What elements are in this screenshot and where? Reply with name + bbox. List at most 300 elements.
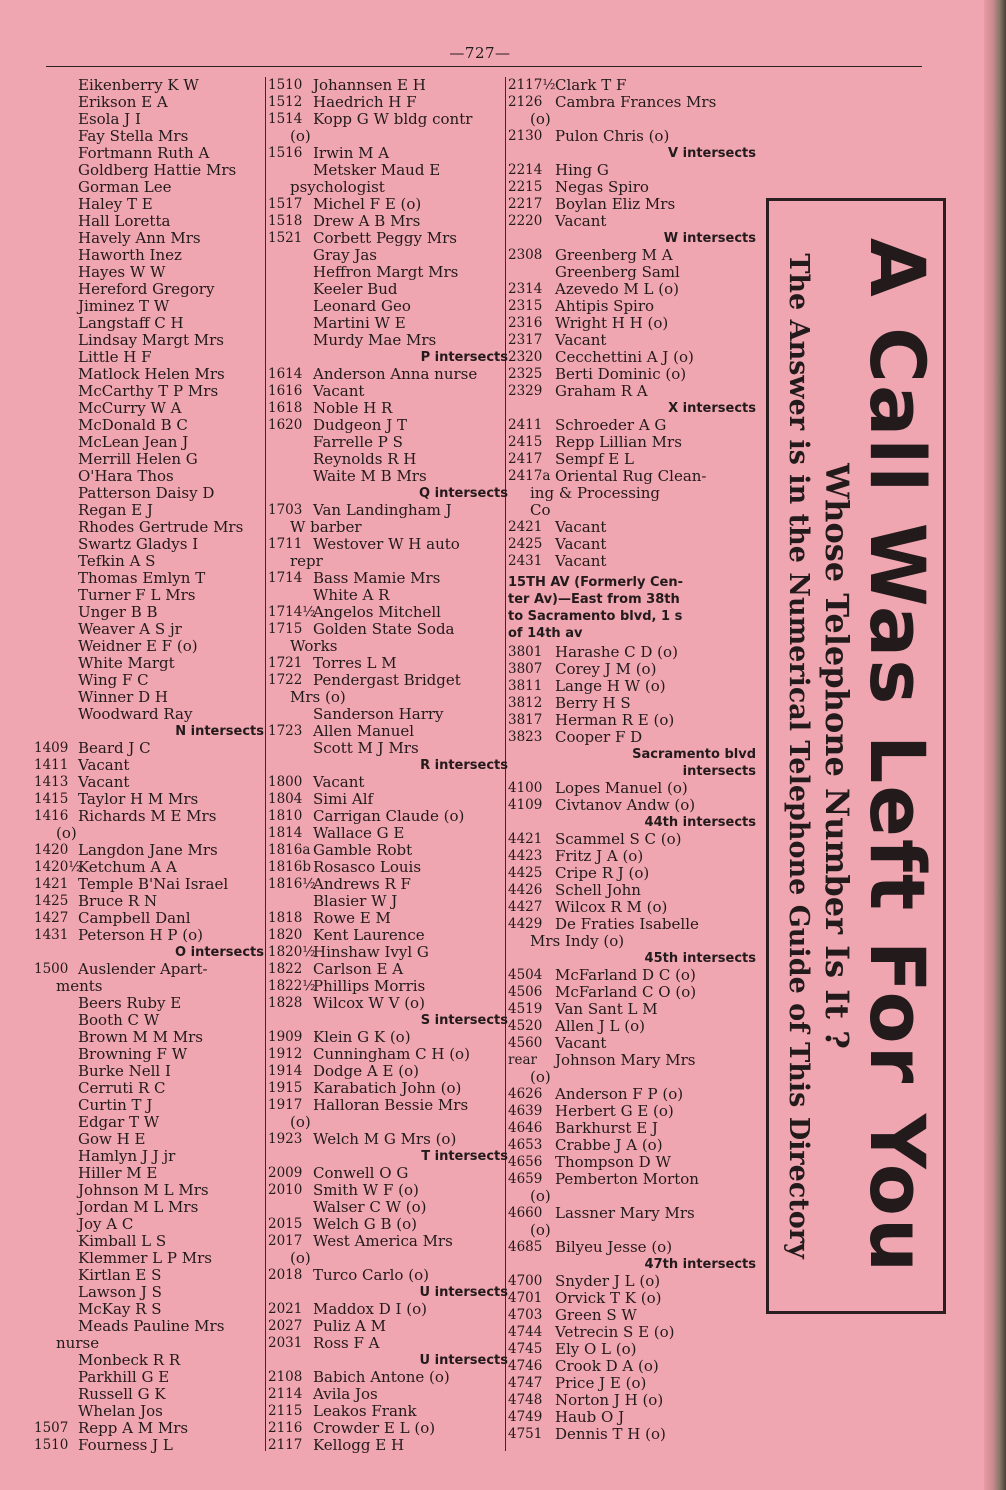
- resident-name: Peterson H P (o): [78, 926, 203, 944]
- resident-name: Carrigan Claude (o): [313, 807, 465, 825]
- street-heading: 15TH AV (Formerly Cen- ter Av)—East from 38th to Sacramento blvd, 1 s of 14th av: [508, 575, 684, 641]
- resident-name: Waite M B Mrs: [313, 467, 427, 485]
- listing-row: [34, 1063, 264, 1080]
- resident-name: Fourness J L: [78, 1436, 173, 1454]
- listing-row: [34, 1165, 264, 1182]
- resident-name: Simi Alf: [313, 790, 374, 808]
- resident-name: Edgar T W: [78, 1113, 160, 1131]
- resident-name: Oriental Rug Clean-: [555, 467, 707, 485]
- house-number: 4653: [508, 1137, 543, 1153]
- listing-row: [34, 757, 264, 774]
- resident-name: Wilcox R M (o): [555, 898, 668, 916]
- house-number: 2411: [508, 417, 543, 433]
- resident-name: Dodge A E (o): [313, 1062, 419, 1080]
- resident-name: Beers Ruby E: [78, 994, 182, 1012]
- listing-row: [34, 519, 264, 536]
- listing-row: [508, 315, 756, 332]
- listing-row: [34, 281, 264, 298]
- house-number: 1703: [268, 502, 303, 518]
- house-number: 2018: [268, 1267, 303, 1283]
- house-number: [34, 536, 78, 553]
- resident-name: Jordan M L Mrs: [78, 1198, 199, 1216]
- resident-name: Patterson Daisy D: [78, 484, 215, 502]
- listing-row: [508, 644, 756, 661]
- resident-name: Esola J I: [78, 110, 141, 128]
- listing-row: [34, 638, 264, 655]
- listing-row: [508, 366, 756, 383]
- house-number: [268, 1199, 313, 1216]
- house-number: [34, 1199, 78, 1216]
- house-number: [34, 485, 78, 502]
- resident-name: Lopes Manuel (o): [555, 779, 688, 797]
- resident-name: Welch G B (o): [313, 1215, 417, 1233]
- listing-row: [508, 213, 756, 230]
- listing-row: [268, 774, 508, 791]
- resident-name: Erikson E A: [78, 93, 168, 111]
- house-number: [34, 349, 78, 366]
- house-number: [34, 366, 78, 383]
- resident-name: Greenberg M A: [555, 246, 673, 264]
- resident-name: Hereford Gregory: [78, 280, 215, 298]
- resident-name: Vacant: [555, 212, 607, 230]
- resident-name: Rosasco Louis: [313, 858, 422, 876]
- listing-row: [34, 179, 264, 196]
- resident-name: Conwell O G: [313, 1164, 409, 1182]
- house-number: 1431: [34, 927, 69, 943]
- listing-row: [268, 1063, 508, 1080]
- listing-row: [268, 825, 508, 842]
- listing-row: [268, 1165, 508, 1182]
- listing-row: [34, 230, 264, 247]
- house-number: 1521: [268, 230, 303, 246]
- listing-row: [34, 366, 264, 383]
- house-number: [34, 706, 78, 723]
- resident-name: McCarthy T P Mrs: [78, 382, 219, 400]
- listing-row: [508, 383, 756, 400]
- resident-name: Turner F L Mrs: [78, 586, 196, 604]
- listing-row: [508, 1137, 756, 1154]
- house-number: 2130: [508, 128, 543, 144]
- resident-name: West America Mrs: [313, 1232, 453, 1250]
- house-number: 3811: [508, 678, 543, 694]
- listing-row: [268, 1182, 508, 1199]
- resident-name: Leakos Frank: [313, 1402, 417, 1420]
- resident-name: Cunningham C H (o): [313, 1045, 470, 1063]
- resident-name: Burke Nell I: [78, 1062, 171, 1080]
- house-number: [34, 1029, 78, 1046]
- house-number: 4100: [508, 780, 543, 796]
- house-number: 4685: [508, 1239, 543, 1255]
- listing-row: [508, 162, 756, 179]
- listing-row: [34, 111, 264, 128]
- resident-name: Merrill Helen G: [78, 450, 198, 468]
- resident-name: Crabbe J A (o): [555, 1136, 663, 1154]
- listing-row: [34, 808, 264, 825]
- resident-name: Fritz J A (o): [555, 847, 644, 865]
- listing-row: [508, 1324, 756, 1341]
- listing-row: [508, 1358, 756, 1375]
- house-number: 1711: [268, 536, 303, 552]
- resident-name: Kimball L S: [78, 1232, 167, 1250]
- resident-name: Tefkin A S: [78, 552, 156, 570]
- listing-row: [508, 712, 756, 729]
- house-number: [34, 383, 78, 400]
- resident-name: Maddox D I (o): [313, 1300, 427, 1318]
- listing-row: [268, 893, 508, 910]
- house-number: 1512: [268, 94, 303, 110]
- resident-name: Barkhurst E J: [555, 1119, 658, 1137]
- house-number: 1421: [34, 876, 69, 892]
- resident-name: Ross F A: [313, 1334, 380, 1352]
- resident-name: Vetrecin S E (o): [555, 1323, 675, 1341]
- listing-continuation: (o): [56, 824, 77, 842]
- intersection-label: 47th intersects: [644, 1257, 756, 1272]
- listing-row: [34, 893, 264, 910]
- listing-row: [268, 315, 508, 332]
- listing-continuation: repr: [290, 552, 323, 570]
- house-number: 2115: [268, 1403, 303, 1419]
- house-number: [268, 264, 313, 281]
- house-number: [34, 689, 78, 706]
- listing-row: [34, 689, 264, 706]
- listing-row: [508, 298, 756, 315]
- resident-name: Kent Laurence: [313, 926, 425, 944]
- resident-name: O'Hara Thos: [78, 467, 174, 485]
- house-number: 4426: [508, 882, 543, 898]
- resident-name: Wilcox W V (o): [313, 994, 425, 1012]
- resident-name: White Margt: [78, 654, 175, 672]
- resident-name: Winner D H: [78, 688, 168, 706]
- listing-row: [268, 978, 508, 995]
- listing-row: [508, 77, 756, 94]
- listing-row: [34, 1182, 264, 1199]
- house-number: 4639: [508, 1103, 543, 1119]
- listing-row: [34, 1046, 264, 1063]
- resident-name: Thomas Emlyn T: [78, 569, 206, 587]
- house-number: [268, 247, 313, 264]
- listing-row: [34, 1250, 264, 1267]
- advertisement-box: [766, 198, 946, 1314]
- house-number: 4746: [508, 1358, 543, 1374]
- house-number: 4703: [508, 1307, 543, 1323]
- resident-name: Beard J C: [78, 739, 151, 757]
- listing-row: [268, 1029, 508, 1046]
- house-number: 3823: [508, 729, 543, 745]
- house-number: [34, 264, 78, 281]
- house-number: [34, 1131, 78, 1148]
- house-number: 1912: [268, 1046, 303, 1062]
- house-number: 1500: [34, 961, 69, 977]
- intersection-label: U intersects: [419, 1353, 508, 1368]
- ad-headline: A Call Was Left For You: [853, 237, 942, 1275]
- house-number: 2315: [508, 298, 543, 314]
- listing-row: [34, 332, 264, 349]
- listing-row: [34, 383, 264, 400]
- house-number: 2417: [508, 451, 543, 467]
- house-number: 1804: [268, 791, 303, 807]
- house-number: [268, 893, 313, 910]
- house-number: 4646: [508, 1120, 543, 1136]
- listing-row: [508, 1035, 756, 1052]
- house-number: 1917: [268, 1097, 303, 1113]
- house-number: 2108: [268, 1369, 303, 1385]
- resident-name: Joy A C: [78, 1215, 134, 1233]
- listing-continuation: psychologist: [290, 178, 385, 196]
- listing-row: [268, 77, 508, 94]
- resident-name: Reynolds R H: [313, 450, 417, 468]
- house-number: 1723: [268, 723, 303, 739]
- resident-name: Campbell Danl: [78, 909, 191, 927]
- listing-row: [508, 1307, 756, 1324]
- house-number: 1816a: [268, 842, 311, 858]
- listing-row: [34, 434, 264, 451]
- intersection-label: W intersects: [663, 231, 756, 246]
- house-number: [34, 604, 78, 621]
- listing-row: [268, 383, 508, 400]
- listing-row: [268, 621, 508, 638]
- resident-name: Regan E J: [78, 501, 153, 519]
- listing-row: [508, 332, 756, 349]
- resident-name: Cripe R J (o): [555, 864, 650, 882]
- house-number: 2021: [268, 1301, 303, 1317]
- intersection-label: R intersects: [420, 758, 508, 773]
- resident-name: Hing G: [555, 161, 609, 179]
- resident-name: Sanderson Harry: [313, 705, 444, 723]
- resident-name: Langdon Jane Mrs: [78, 841, 218, 859]
- house-number: 3807: [508, 661, 543, 677]
- resident-name: Herman R E (o): [555, 711, 675, 729]
- listing-row: [508, 780, 756, 797]
- listing-row: [34, 213, 264, 230]
- listing-row: [34, 791, 264, 808]
- house-number: 1923: [268, 1131, 303, 1147]
- house-number: [34, 502, 78, 519]
- listing-row: [508, 179, 756, 196]
- house-number: 4700: [508, 1273, 543, 1289]
- house-number: 2431: [508, 553, 543, 569]
- house-number: 2214: [508, 162, 543, 178]
- house-number: [34, 638, 78, 655]
- house-number: 2010: [268, 1182, 303, 1198]
- house-number: 2009: [268, 1165, 303, 1181]
- house-number: [34, 128, 78, 145]
- house-number: 2308: [508, 247, 543, 263]
- listing-row: [268, 111, 508, 128]
- house-number: [34, 1063, 78, 1080]
- listing-row: [268, 876, 508, 893]
- resident-name: Corey J M (o): [555, 660, 657, 678]
- resident-name: Gow H E: [78, 1130, 146, 1148]
- listing-row: [268, 468, 508, 485]
- house-number: [34, 400, 78, 417]
- resident-name: Langstaff C H: [78, 314, 184, 332]
- intersection-label: P intersects: [420, 350, 508, 365]
- resident-name: Cambra Frances Mrs: [555, 93, 717, 111]
- listing-row: [34, 672, 264, 689]
- house-number: [34, 1284, 78, 1301]
- listing-row: [508, 1018, 756, 1035]
- house-number: [34, 1250, 78, 1267]
- listing-row: [268, 502, 508, 519]
- house-number: 1614: [268, 366, 303, 382]
- resident-name: Goldberg Hattie Mrs: [78, 161, 237, 179]
- listing-row: [268, 1233, 508, 1250]
- intersection-label: O intersects: [175, 945, 264, 960]
- resident-name: Auslender Apart-: [78, 960, 208, 978]
- house-number: 2425: [508, 536, 543, 552]
- listing-row: [508, 1086, 756, 1103]
- listing-row: [268, 1437, 508, 1454]
- house-number: [34, 1369, 78, 1386]
- resident-name: Metsker Maud E: [313, 161, 441, 179]
- resident-name: Unger B B: [78, 603, 158, 621]
- listing-row: [268, 740, 508, 757]
- listing-row: [508, 94, 756, 111]
- resident-name: Weidner E F (o): [78, 637, 198, 655]
- house-number: 4504: [508, 967, 543, 983]
- intersection-label: Sacramento blvd: [632, 747, 756, 762]
- house-number: 1516: [268, 145, 303, 161]
- house-number: [34, 1233, 78, 1250]
- listing-row: [34, 1199, 264, 1216]
- house-number: 1714: [268, 570, 303, 586]
- house-number: 4656: [508, 1154, 543, 1170]
- resident-name: Wing F C: [78, 671, 149, 689]
- resident-name: McLean Jean J: [78, 433, 189, 451]
- resident-name: Pendergast Bridget: [313, 671, 461, 689]
- resident-name: Pemberton Morton: [555, 1170, 699, 1188]
- resident-name: De Fraties Isabelle: [555, 915, 699, 933]
- house-number: 1517: [268, 196, 303, 212]
- house-number: [34, 1352, 78, 1369]
- listing-row: [34, 468, 264, 485]
- listing-row: [34, 145, 264, 162]
- listing-row: [268, 196, 508, 213]
- resident-name: McFarland D C (o): [555, 966, 696, 984]
- resident-name: Babich Antone (o): [313, 1368, 450, 1386]
- listing-row: [268, 604, 508, 621]
- column-1: [34, 77, 264, 1454]
- listing-row: [34, 740, 264, 757]
- house-number: [34, 655, 78, 672]
- listing-continuation: (o): [530, 110, 551, 128]
- listing-row: [34, 1318, 264, 1335]
- resident-name: Berti Dominic (o): [555, 365, 687, 383]
- house-number: [34, 1267, 78, 1284]
- resident-name: Curtin T J: [78, 1096, 153, 1114]
- resident-name: Lindsay Margt Mrs: [78, 331, 225, 349]
- resident-name: Repp Lillian Mrs: [555, 433, 682, 451]
- house-number: 1822: [268, 961, 303, 977]
- resident-name: Vacant: [555, 552, 607, 570]
- resident-name: Brown M M Mrs: [78, 1028, 203, 1046]
- resident-name: Farrelle P S: [313, 433, 403, 451]
- column-3-lower: [508, 644, 756, 1443]
- house-number: [34, 417, 78, 434]
- house-number: [34, 1386, 78, 1403]
- resident-name: Gray Jas: [313, 246, 377, 264]
- house-number: 1818: [268, 910, 303, 926]
- resident-name: Kopp G W bldg contr: [313, 110, 473, 128]
- house-number: [34, 1301, 78, 1318]
- resident-name: Vacant: [78, 773, 130, 791]
- listing-continuation: Mrs Indy (o): [530, 932, 625, 950]
- resident-name: Keeler Bud: [313, 280, 398, 298]
- listing-row: [268, 366, 508, 383]
- column-divider: [265, 77, 266, 1451]
- resident-name: Haedrich H F: [313, 93, 417, 111]
- listing-row: [34, 774, 264, 791]
- resident-name: Haub O J: [555, 1408, 625, 1426]
- listing-row: [34, 587, 264, 604]
- house-number: [34, 468, 78, 485]
- resident-name: Bass Mamie Mrs: [313, 569, 441, 587]
- listing-continuation: (o): [530, 1187, 551, 1205]
- house-number: [34, 281, 78, 298]
- listing-row: [268, 1080, 508, 1097]
- listing-row: [268, 1046, 508, 1063]
- house-number: 4427: [508, 899, 543, 915]
- resident-name: Hiller M E: [78, 1164, 158, 1182]
- listing-row: [508, 281, 756, 298]
- resident-name: Van Sant L M: [555, 1000, 658, 1018]
- house-number: 2217: [508, 196, 543, 212]
- listing-row: [508, 831, 756, 848]
- listing-row: [508, 899, 756, 916]
- listing-row: [34, 927, 264, 944]
- listing-row: [34, 1386, 264, 1403]
- listing-row: [268, 859, 508, 876]
- listing-row: [508, 984, 756, 1001]
- resident-name: Murdy Mae Mrs: [313, 331, 437, 349]
- resident-name: Avila Jos: [313, 1385, 378, 1403]
- house-number: 1816½: [268, 876, 316, 892]
- listing-row: [34, 1216, 264, 1233]
- resident-name: Pulon Chris (o): [555, 127, 670, 145]
- house-number: 2117½: [508, 77, 556, 93]
- house-number: 1510: [34, 1437, 69, 1453]
- listing-row: [268, 230, 508, 247]
- listing-row: [268, 162, 508, 179]
- house-number: [34, 519, 78, 536]
- listing-row: [34, 400, 264, 417]
- house-number: 1518: [268, 213, 303, 229]
- house-number: 2417a: [508, 468, 551, 484]
- house-number: [34, 995, 78, 1012]
- listing-row: [268, 1386, 508, 1403]
- listing-continuation: W barber: [290, 518, 362, 536]
- resident-name: Berry H S: [555, 694, 631, 712]
- listing-row: [268, 247, 508, 264]
- listing-row: [34, 94, 264, 111]
- header-rule: [46, 66, 922, 67]
- house-number: rear: [508, 1052, 537, 1068]
- house-number: [34, 1165, 78, 1182]
- listing-row: [508, 882, 756, 899]
- listing-row: [34, 553, 264, 570]
- house-number: 4506: [508, 984, 543, 1000]
- house-number: [268, 281, 313, 298]
- listing-row: [268, 1199, 508, 1216]
- listing-row: [268, 1131, 508, 1148]
- resident-name: Gorman Lee: [78, 178, 172, 196]
- resident-name: Scott M J Mrs: [313, 739, 419, 757]
- house-number: 2220: [508, 213, 543, 229]
- house-number: 1814: [268, 825, 303, 841]
- listing-row: [508, 661, 756, 678]
- resident-name: Andrews R F: [313, 875, 411, 893]
- house-number: [268, 298, 313, 315]
